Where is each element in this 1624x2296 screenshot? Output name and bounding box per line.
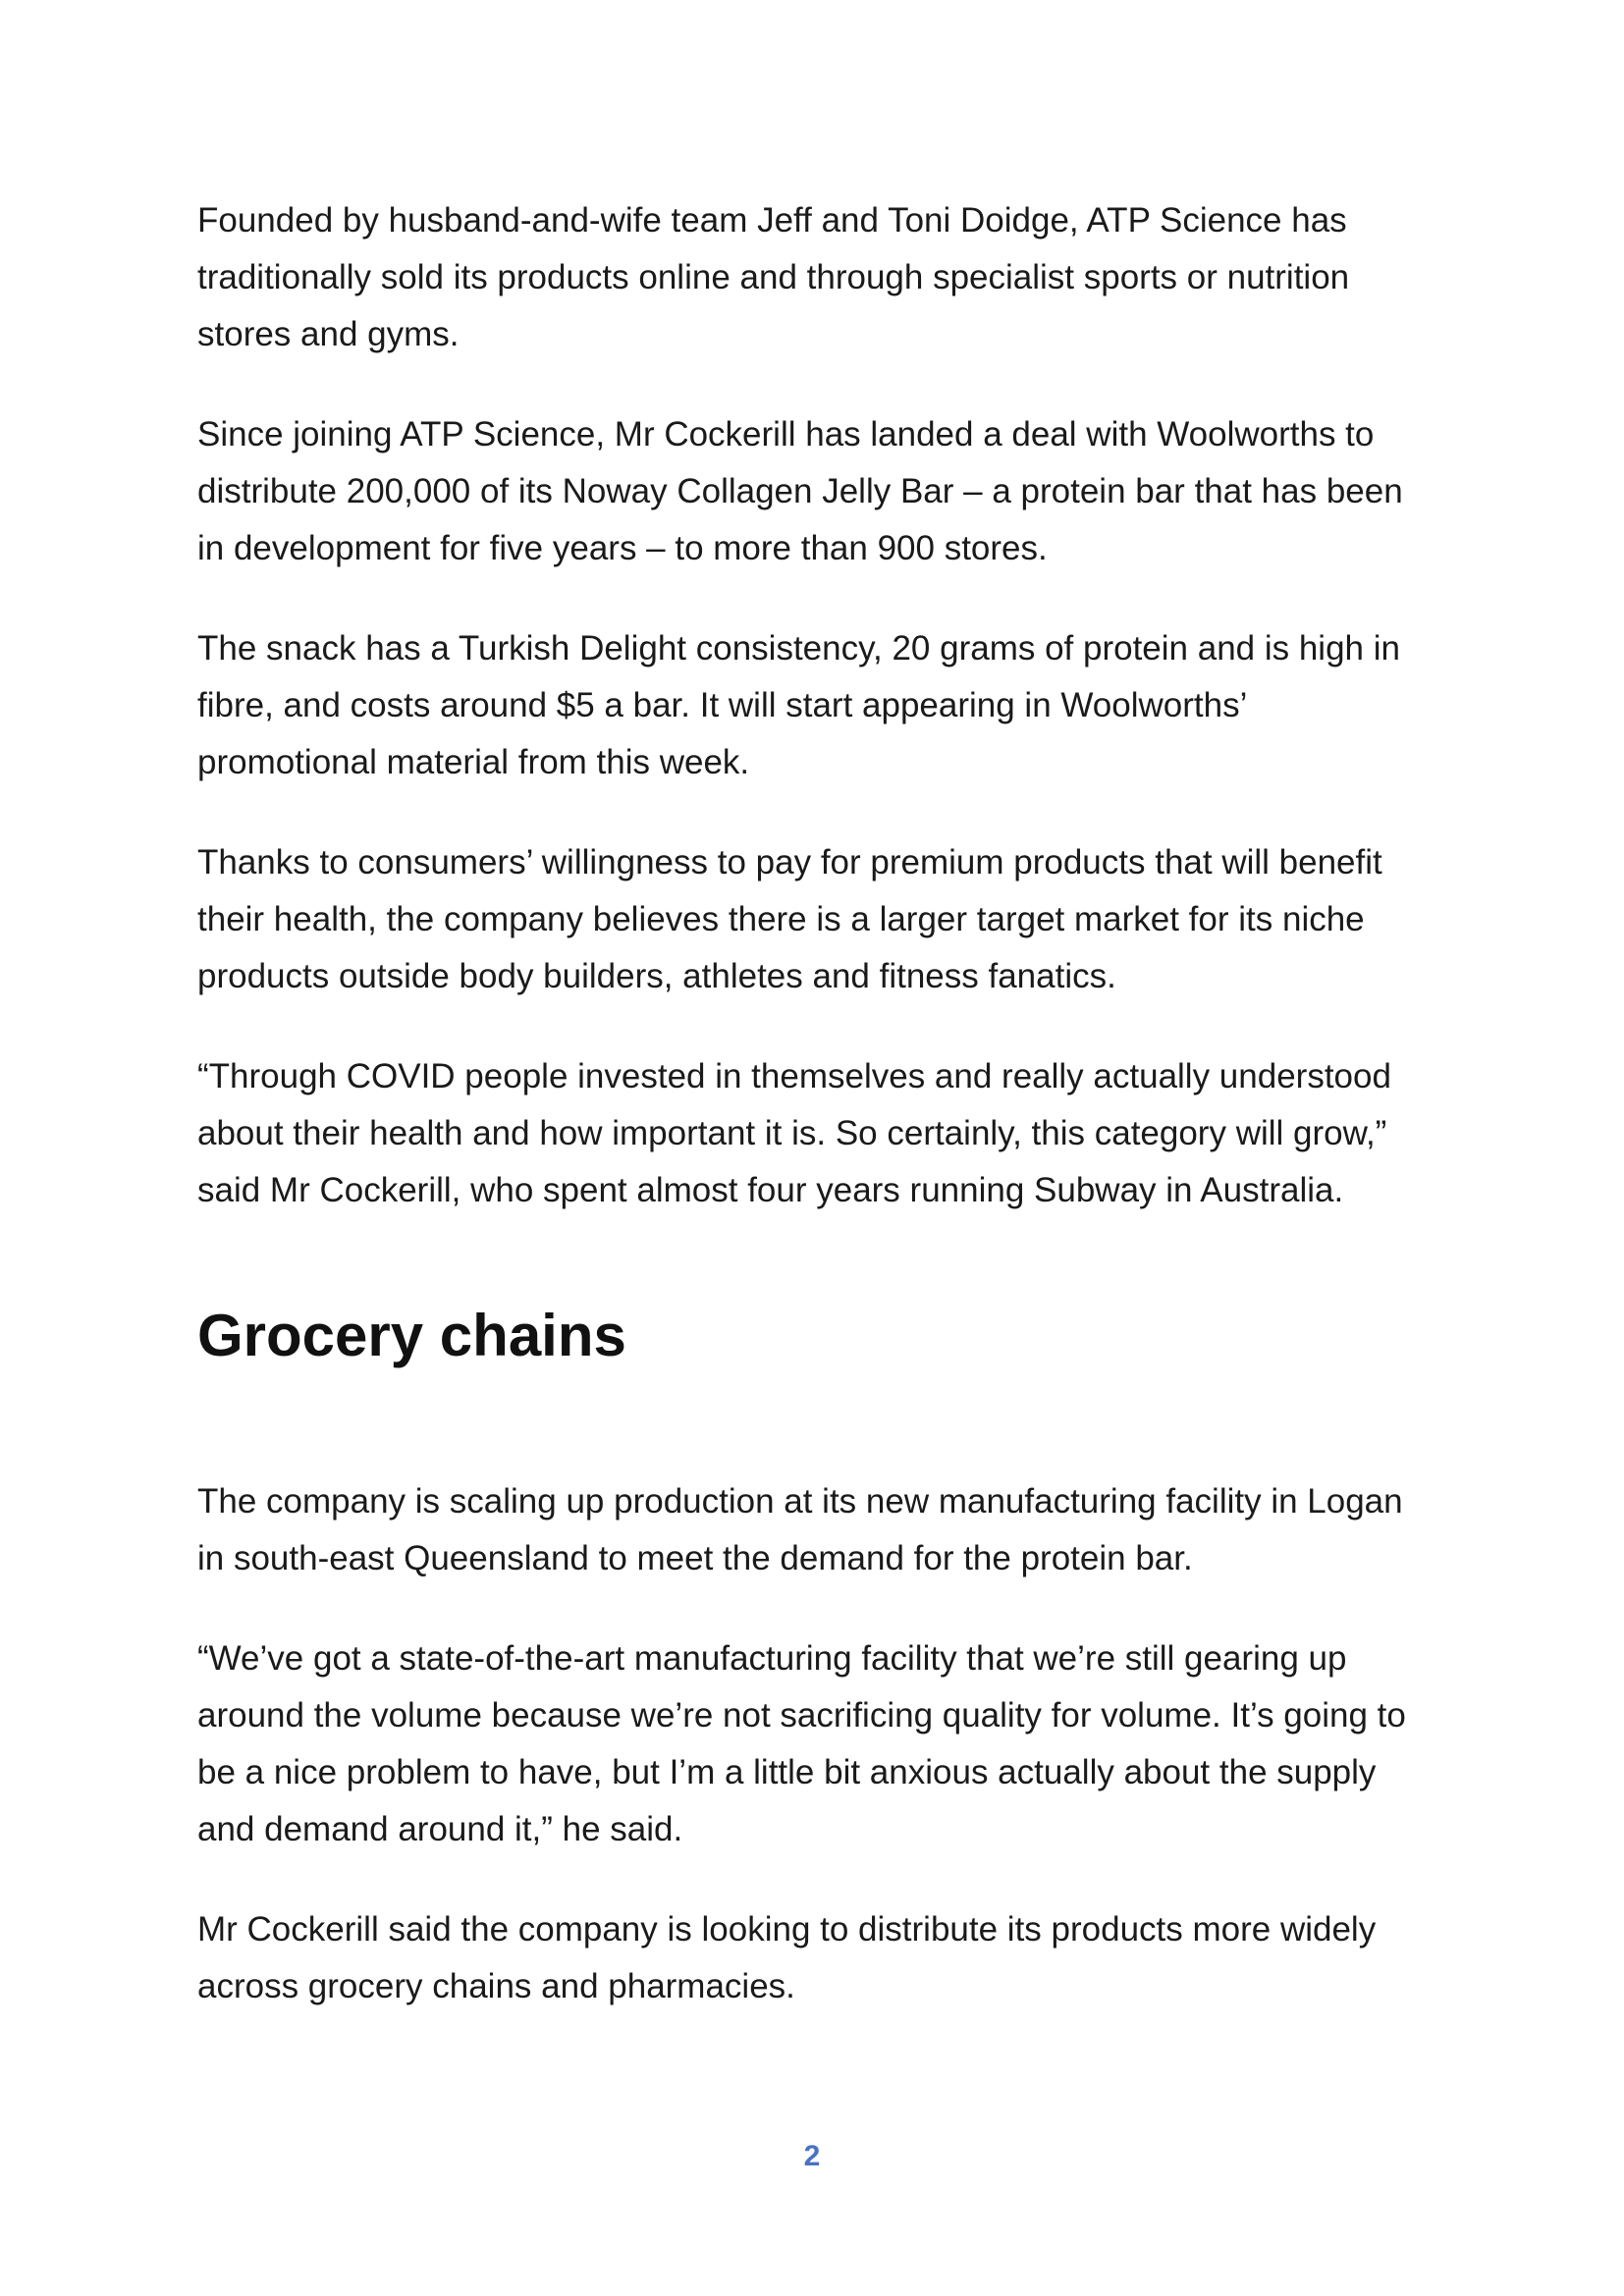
paragraph-founders: Founded by husband-and-wife team Jeff and Toni Doidge, ATP Science has traditionally sold its products online and through specialist sports or nutrition stores and gyms. — [197, 201, 1350, 353]
paragraph-covid-quote: “Through COVID people invested in themselves and really actually understood about their health and how important it is. So certainly, this category will grow,” said Mr Cockerill, who spent almost four years running Subway in Australia. — [197, 1057, 1391, 1209]
paragraph-manufacturing: The company is scaling up production at its new manufacturing facility in Logan in south-east Queensland to meet the demand for the protein bar. — [197, 1482, 1403, 1577]
page-number: 2 — [803, 2140, 821, 2172]
paragraph-facility-quote: “We’ve got a state-of-the-art manufacturing facility that we’re still gearing up around the volume because we’re not sacrificing quality for volume. It’s going to be a nice problem to have, but I’m a little bit anxious actually about the supply and demand around it,” he said. — [197, 1639, 1406, 1848]
paragraph-woolworths-deal: Since joining ATP Science, Mr Cockerill has landed a deal with Woolworths to distribute 200,000 of its Noway Collagen Jelly Bar – a protein bar that has been in development for five years – to more than 900 stores. — [197, 415, 1403, 567]
paragraph-target-market: Thanks to consumers’ willingness to pay for premium products that will benefit their health, the company believes there is a larger target market for its niche products outside body builders, athletes and fitness fanatics. — [197, 843, 1382, 995]
section-heading: Grocery chains — [197, 1303, 626, 1368]
paragraph-distribution: Mr Cockerill said the company is looking to distribute its products more widely across grocery chains and pharmacies. — [197, 1910, 1377, 2005]
paragraph-snack-description: The snack has a Turkish Delight consistency, 20 grams of protein and is high in fibre, and costs around $5 a bar. It will start appearing in Woolworths’ promotional material from this week. — [197, 629, 1400, 781]
document-page — [197, 192, 1435, 2058]
